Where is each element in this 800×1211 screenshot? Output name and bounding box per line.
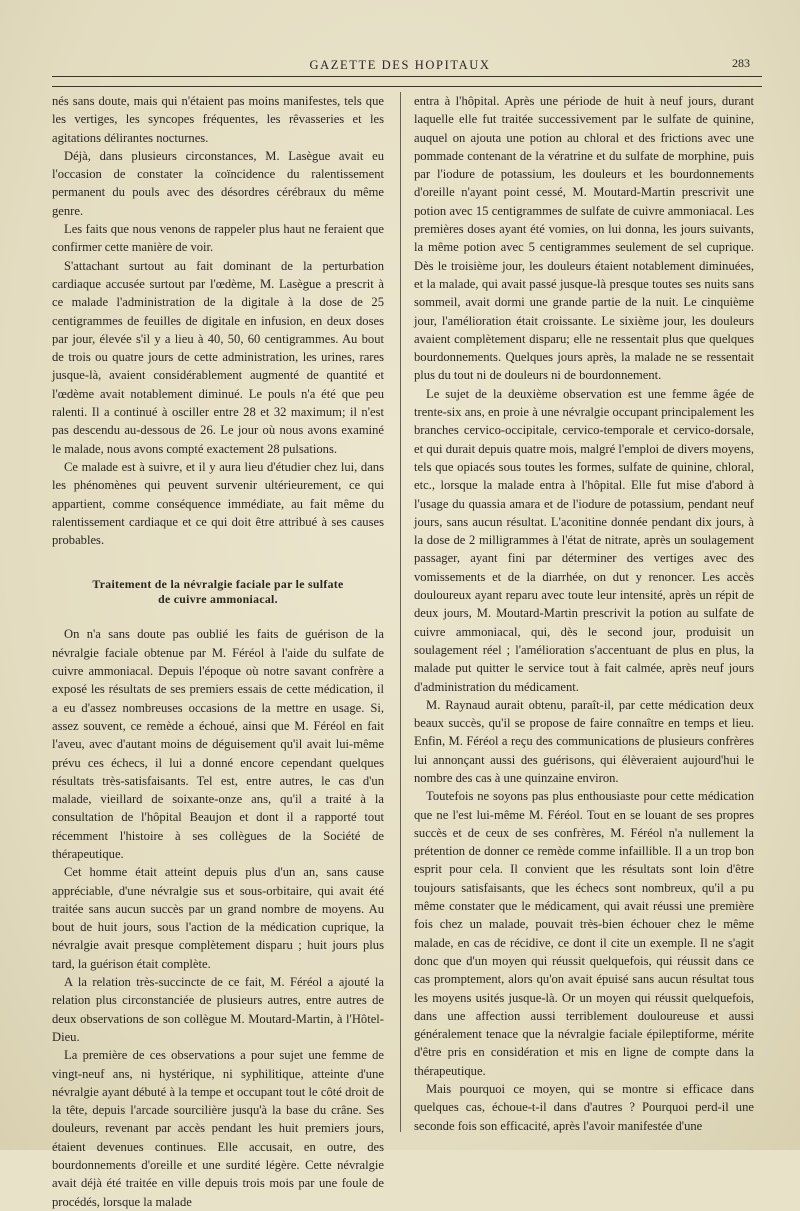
paragraph: Le sujet de la deuxième observation est une femme âgée de trente-six ans, en proie à une névralgie occupant principalement les branches cervico-occipitale, cervico-temporale et cervico-dorsale, et qui durait depuis quatre mois, malgré l'emploi de divers moyens, tels que opiacés sous toutes les formes, sulfate de quinine, chloral, etc., lorsque la malade entra à l'hôpital. Elle fut mise d'abord à l'usage du quassia amara et de l'iodure de potassium, pendant neuf jours, sans aucun résultat. L'aconitine donnée pendant dix jours, à la dose de 2 milligrammes à l'état de nitrate, après un soulagement passager, ayant fini par déterminer des vertiges avec des vomissements et de la diarrhée, on dut y renoncer. Les accès douloureux ayant reparu avec toute leur intensité, après un répit de deux jours, M. Moutard-Martin prescrivit la potion au sulfate de cuivre ammoniacal, qui, dès le second jour, produisit un soulagement réel ; l'amélioration s'accentuant de plus en plus, la malade put quitter le service tout à fait calmée, après neuf jours d'administration du médicament. bbox=[414, 386, 754, 694]
journal-title: GAZETTE DES HOPITAUX bbox=[309, 58, 491, 72]
paragraph: Déjà, dans plusieurs circonstances, M. Lasègue avait eu l'occasion de constater la coïncidence du ralentissement permanent du pouls avec des désordres cérébraux du même genre. bbox=[52, 148, 384, 218]
paragraph: Cet homme était atteint depuis plus d'un an, sans cause appréciable, d'une névralgie sus et sous-orbitaire, qui avait été traitée sans aucun succès par un grand nombre de moyens. Au bout de huit jours, sous l'action de la médication cuprique, la névralgie avait presque complètement disparu ; huit jours plus tard, la guérison était complète. bbox=[52, 865, 384, 971]
paragraph: A la relation très-succincte de ce fait, M. Féréol a ajouté la relation plus circonstanciée de plusieurs autres, entre autres de deux observations de son collègue M. Moutard-Martin, à l'Hôtel-Dieu. bbox=[52, 975, 384, 1044]
paragraph: entra à l'hôpital. Après une période de huit à neuf jours, durant laquelle elle fut traitée successivement par le sulfate de quinine, auquel on ajouta une potion au chloral et des frictions avec une pommade contenant de la vératrine et du sulfate de morphine, puis par l'iodure de potassium, les douleurs et les bourdonnements d'oreille n'ayant point cessé, M. Moutard-Martin prescrivit une potion avec 15 centigrammes de sulfate de cuivre ammoniacal. Les premières doses ayant été vomies, on lui donna, les jours suivants, la même potion avec 5 centigrammes seulement de sel cuprique. Dès le troisième jour, les douleurs étaient notablement diminuées, et la malade, qui avait passé jusque-là presque toutes ses nuits sans sommeil, avait dormi une grande partie de la nuit. Le cinquième jour, l'amélioration était croissante. Le sixième jour, les douleurs avaient complètement disparu; elle ne ressentait plus que quelques bourdonnements. Quelques jours après, la malade ne se ressentait plus du tout ni de douleurs ni de bourdonnement. bbox=[414, 94, 754, 383]
header-rule-top bbox=[52, 76, 762, 77]
paragraph: Mais pourquoi ce moyen, qui se montre si efficace dans quelques cas, échoue-t-il dans d'autres ? Pourquoi perd-il une seconde fois son efficacité, après l'avoir manifestée d'une bbox=[414, 1082, 754, 1133]
left-column bbox=[52, 92, 384, 1209]
paragraph: On n'a sans doute pas oublié les faits de guérison de la névralgie faciale obtenue par M. Féréol à l'aide du sulfate de cuivre ammoniacal. Depuis l'époque où notre savant confrère a exposé les résultats de ses premiers essais de cette médication, il a eu d'assez nombreuses occasions de la mettre en usage. Si, assez souvent, ce remède a échoué, ainsi que M. Féréol en fait l'aveu, avec d'autant moins de déguisement qu'il avait lui-même prévu ces échecs, il lui a donné encore cependant quelques résultats très-satisfaisants. Tel est, entre autres, le cas d'un malade, vieillard de soixante-onze ans, qu'il a traité à la consultation de l'hôpital Beaujon et dont il a rapporté tout récemment l'histoire à ses collègues de la Société de thérapeutique. bbox=[52, 627, 384, 861]
right-column bbox=[414, 92, 754, 1137]
paragraph: nés sans doute, mais qui n'étaient pas moins manifestes, tels que les vertiges, les syncopes fréquentes, les rêvasseries et les agitations délirantes nocturnes. bbox=[52, 94, 384, 145]
page-header bbox=[40, 52, 760, 74]
section-title bbox=[52, 577, 384, 607]
paragraph: La première de ces observations a pour sujet une femme de vingt-neuf ans, ni hystérique, ni syphilitique, atteinte d'une névralgie ayant débuté à la tempe et occupant tout le côté droit de la tête, depuis l'arcade sourcilière jusqu'à la base du crâne. Ses douleurs, revenant par accès pendant les huit premiers jours, étaient devenues continues. Elle accusait, en outre, des bourdonnements d'oreille et une surdité légère. Cette névralgie avait déjà été traitée en ville depuis trois mois par une foule de procédés, lorsque la malade bbox=[52, 1048, 384, 1209]
header-rule-bottom bbox=[52, 86, 762, 87]
paragraph: Ce malade est à suivre, et il y aura lieu d'étudier chez lui, dans les phénomènes qui peuvent survenir ultérieurement, ce qui appartient, comme conséquence immédiate, au fait même du ralentissement cardiaque et ce qui doit être attribué à ses causes probables. bbox=[52, 459, 384, 548]
section-title-line: Traitement de la névralgie faciale par le sulfate bbox=[92, 577, 344, 592]
column-divider bbox=[400, 92, 401, 1132]
paragraph: S'attachant surtout au fait dominant de la perturbation cardiaque accusée surtout par l'œdème, M. Lasègue a prescrit à ce malade l'administration de la digitale à la dose de 25 centigrammes de feuilles de digitale en infusion, en deux doses par jour, élevée s'il y a lieu à 40, 50, 60 centigrammes. Au bout de trois ou quatre jours de cette administration, les urines, rares jusque-là, avaient considérablement augmenté de quantité et l'œdème avait notablement diminué. Le pouls n'a été que peu ralenti. Il a continué à osciller entre 28 et 32 maximum; il n'est pas descendu au-dessous de 26. Le jour où nous avons examiné le malade, nous avons compté exactement 28 pulsations. bbox=[52, 258, 384, 456]
paragraph: Les faits que nous venons de rappeler plus haut ne feraient que confirmer cette manière de voir. bbox=[52, 222, 384, 255]
section-title-line: de cuivre ammoniacal. bbox=[158, 592, 278, 607]
paragraph: Toutefois ne soyons pas plus enthousiaste pour cette médication que ne l'est lui-même M. Féréol. Tout en se louant de ses propres succès et de ceux de ses confrères, M. Féréol n'a nullement la prétention de donner ce remède comme infaillible. Il a un trop bon esprit pour cela. Il convient que les résultats sont loin d'être toujours satisfaisants, que les échecs sont nombreux, qu'il a pu même constater que le médicament, qui avait réussi une première fois chez un malade, pouvait très-bien échouer chez le même malade, en cas de récidive, ce dont il cite un exemple. Il ne s'agit donc que d'un moyen qui réussit quelquefois, qui réussit dans ce cas promptement, alors qu'on avait épuisé sans aucun résultat tous les moyens usités jusque-là. Or un moyen qui réussit quelquefois, dans une affection aussi terriblement douloureuse et aussi généralement tenace que la névralgie faciale épileptiforme, mérite d'être pris en considération et mis en ligne de compte dans la thérapeutique. bbox=[414, 789, 754, 1078]
page-number: 283 bbox=[732, 56, 750, 70]
paragraph: M. Raynaud aurait obtenu, paraît-il, par cette médication deux beaux succès, qu'il se propose de faire connaître en temps et lieu. Enfin, M. Féréol a reçu des communications de plusieurs confrères lui annonçant aussi des guérisons, qui élèveraient aujourd'hui le nombre des cas à une quinzaine environ. bbox=[414, 697, 754, 785]
